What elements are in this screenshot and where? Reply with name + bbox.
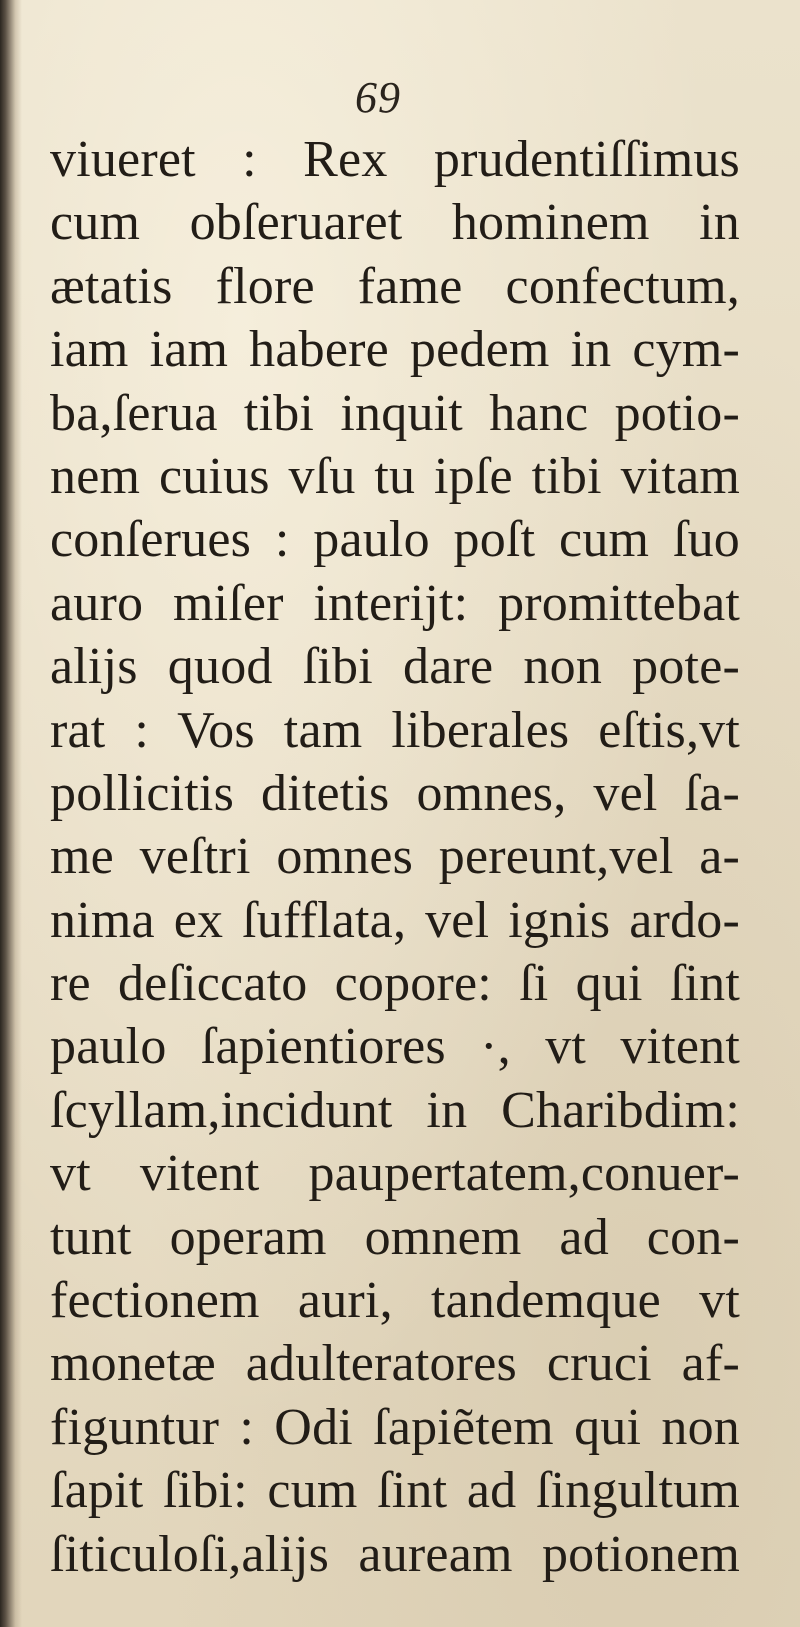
text-line: viueret : Rex prudentiſſimus	[50, 131, 740, 188]
text-line: figuntur : Odi ſapiẽtem qui non	[50, 1398, 740, 1456]
binding-edge-shadow	[0, 0, 22, 1627]
text-line: ba,ſerua tibi inquit hanc potio-	[50, 384, 740, 442]
text-line: tunt operam omnem ad con-	[50, 1208, 740, 1266]
text-line: fectionem auri, tandemque vt	[50, 1272, 740, 1330]
text-line: conſerues : paulo poſt cum ſuo	[50, 511, 740, 569]
text-line: cum obſeruaret hominem in	[50, 194, 740, 252]
text-line: nem cuius vſu tu ipſe tibi vitam	[50, 447, 740, 505]
text-line: monetæ adulteratores cruci af-	[50, 1335, 740, 1393]
body-text	[50, 128, 740, 1586]
text-line: ſiticuloſi,alijs auream potionem	[50, 1525, 740, 1583]
text-line: alijs quod ſibi dare non pote-	[50, 638, 740, 696]
text-line: pollicitis ditetis omnes, vel ſa-	[50, 764, 740, 822]
text-line: ætatis flore fame confectum,	[50, 257, 740, 315]
text-line: iam iam habere pedem in cym-	[50, 321, 740, 379]
text-line: paulo ſapientiores ·, vt vitent	[50, 1018, 740, 1076]
text-line: re deſiccato copore: ſi qui ſint	[50, 955, 740, 1013]
text-line: auro miſer interijt: promittebat	[50, 574, 740, 632]
text-line: vt vitent paupertatem,conuer-	[50, 1145, 740, 1203]
text-line: ſapit ſibi: cum ſint ad ſingultum	[50, 1462, 740, 1520]
text-line: me veſtri omnes pereunt,vel a-	[50, 828, 740, 886]
page-number: 69	[355, 73, 401, 122]
text-line: ſcyllam,incidunt in Charibdim:	[50, 1081, 740, 1139]
text-line: nima ex ſufflata, vel ignis ardo-	[50, 891, 740, 949]
text-line: rat : Vos tam liberales eſtis,vt	[50, 701, 740, 759]
